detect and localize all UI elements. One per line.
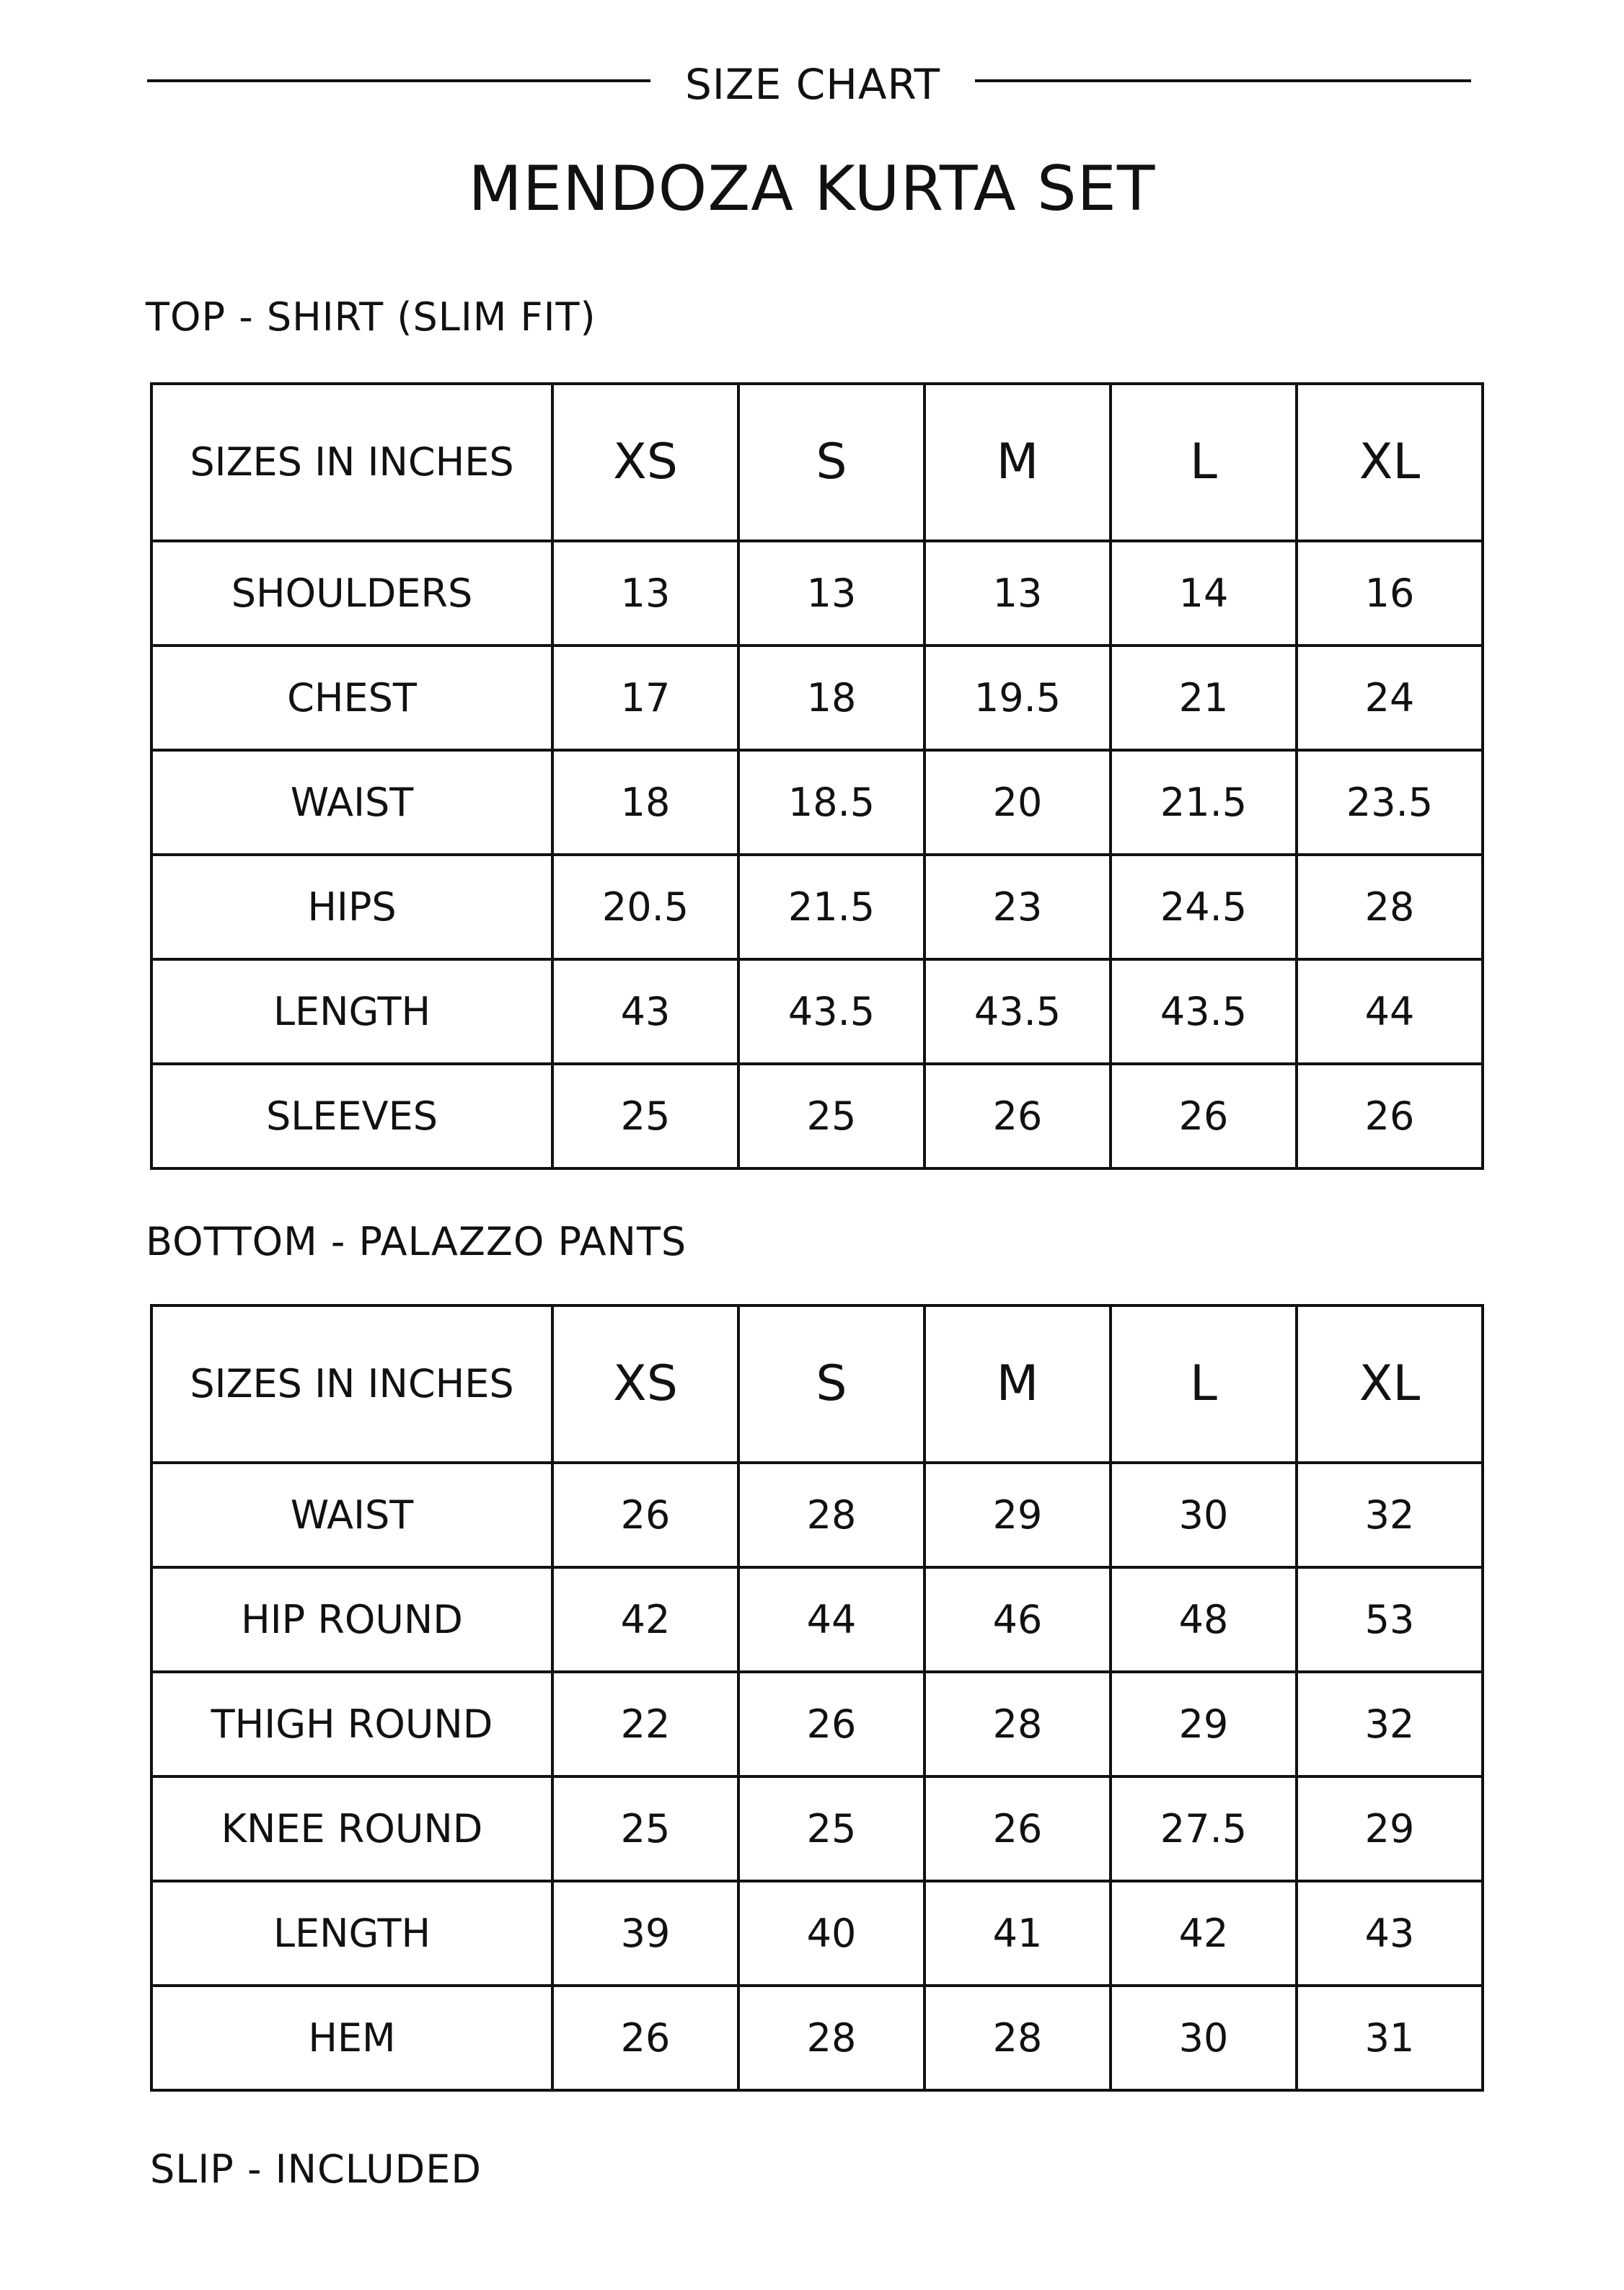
measurement-value: 41: [924, 1881, 1111, 1986]
bottom-size-table: [150, 1304, 1484, 2092]
measurement-value: 23: [924, 855, 1111, 959]
measurement-value: 43.5: [1111, 959, 1297, 1064]
measurement-value: 29: [1111, 1672, 1297, 1776]
measurement-value: 25: [552, 1064, 738, 1168]
size-header-m: M: [924, 384, 1111, 541]
measurement-value: 28: [1297, 855, 1483, 959]
measurement-value: 18.5: [738, 750, 924, 855]
measurement-value: 28: [738, 1463, 924, 1567]
measurement-value: 14: [1111, 541, 1297, 646]
measurement-label: LENGTH: [151, 1881, 552, 1986]
measurement-value: 43.5: [924, 959, 1111, 1064]
measurement-value: 39: [552, 1881, 738, 1986]
measurement-value: 32: [1297, 1672, 1483, 1776]
measurement-value: 22: [552, 1672, 738, 1776]
measurement-value: 42: [1111, 1881, 1297, 1986]
size-header-s: S: [738, 1305, 924, 1463]
measurement-value: 31: [1297, 1986, 1483, 2090]
measurement-value: 20.5: [552, 855, 738, 959]
measurement-value: 13: [552, 541, 738, 646]
measurement-value: 26: [552, 1986, 738, 2090]
measurement-label: KNEE ROUND: [151, 1776, 552, 1881]
slip-label: SLIP - INCLUDED: [150, 2146, 482, 2192]
measurement-value: 46: [924, 1567, 1111, 1672]
size-header-xl: XL: [1297, 1305, 1483, 1463]
measurement-value: 21.5: [1111, 750, 1297, 855]
table-row: [151, 855, 1483, 959]
measurement-value: 29: [924, 1463, 1111, 1567]
measurement-value: 23.5: [1297, 750, 1483, 855]
measurement-value: 26: [924, 1064, 1111, 1168]
size-header-l: L: [1111, 384, 1297, 541]
table-row: [151, 1463, 1483, 1567]
measurement-value: 28: [738, 1986, 924, 2090]
size-header-m: M: [924, 1305, 1111, 1463]
chart-label: SIZE CHART: [684, 60, 941, 109]
measurement-value: 21.5: [738, 855, 924, 959]
measurement-value: 43.5: [738, 959, 924, 1064]
sizes-header-cell: SIZES IN INCHES: [151, 1305, 552, 1463]
measurement-value: 44: [738, 1567, 924, 1672]
table-row: [151, 1567, 1483, 1672]
measurement-label: HIP ROUND: [151, 1567, 552, 1672]
measurement-value: 28: [924, 1672, 1111, 1776]
top-size-table: [150, 382, 1484, 1170]
measurement-value: 29: [1297, 1776, 1483, 1881]
top-section-label: TOP - SHIRT (SLIM FIT): [146, 294, 596, 340]
measurement-label: CHEST: [151, 646, 552, 750]
measurement-value: 25: [552, 1776, 738, 1881]
table-row: [151, 1064, 1483, 1168]
table-row: [151, 1881, 1483, 1986]
measurement-value: 48: [1111, 1567, 1297, 1672]
measurement-value: 19.5: [924, 646, 1111, 750]
sizes-header-cell: SIZES IN INCHES: [151, 384, 552, 541]
table-row: [151, 1672, 1483, 1776]
measurement-value: 44: [1297, 959, 1483, 1064]
size-header-xs: XS: [552, 384, 738, 541]
measurement-label: SLEEVES: [151, 1064, 552, 1168]
header-rule-right: [975, 79, 1471, 82]
measurement-value: 26: [1111, 1064, 1297, 1168]
measurement-value: 26: [1297, 1064, 1483, 1168]
measurement-value: 13: [738, 541, 924, 646]
measurement-value: 17: [552, 646, 738, 750]
table-header-row: [151, 384, 1483, 541]
size-header-xl: XL: [1297, 384, 1483, 541]
table-row: [151, 541, 1483, 646]
measurement-label: WAIST: [151, 750, 552, 855]
measurement-value: 42: [552, 1567, 738, 1672]
measurement-value: 43: [1297, 1881, 1483, 1986]
measurement-value: 26: [738, 1672, 924, 1776]
table-row: [151, 959, 1483, 1064]
measurement-label: LENGTH: [151, 959, 552, 1064]
measurement-value: 13: [924, 541, 1111, 646]
bottom-section-label: BOTTOM - PALAZZO PANTS: [146, 1219, 687, 1264]
measurement-label: WAIST: [151, 1463, 552, 1567]
measurement-value: 25: [738, 1776, 924, 1881]
measurement-value: 26: [924, 1776, 1111, 1881]
measurement-value: 25: [738, 1064, 924, 1168]
measurement-value: 28: [924, 1986, 1111, 2090]
measurement-value: 53: [1297, 1567, 1483, 1672]
table-row: [151, 1986, 1483, 2090]
size-header-xs: XS: [552, 1305, 738, 1463]
size-header-l: L: [1111, 1305, 1297, 1463]
measurement-value: 32: [1297, 1463, 1483, 1567]
measurement-value: 21: [1111, 646, 1297, 750]
measurement-value: 24: [1297, 646, 1483, 750]
measurement-value: 43: [552, 959, 738, 1064]
measurement-value: 24.5: [1111, 855, 1297, 959]
measurement-value: 16: [1297, 541, 1483, 646]
measurement-label: THIGH ROUND: [151, 1672, 552, 1776]
measurement-value: 40: [738, 1881, 924, 1986]
table-row: [151, 646, 1483, 750]
measurement-value: 18: [738, 646, 924, 750]
measurement-label: HIPS: [151, 855, 552, 959]
measurement-value: 30: [1111, 1463, 1297, 1567]
measurement-value: 26: [552, 1463, 738, 1567]
size-header-s: S: [738, 384, 924, 541]
measurement-label: HEM: [151, 1986, 552, 2090]
table-row: [151, 1776, 1483, 1881]
measurement-value: 30: [1111, 1986, 1297, 2090]
measurement-value: 27.5: [1111, 1776, 1297, 1881]
measurement-label: SHOULDERS: [151, 541, 552, 646]
table-header-row: [151, 1305, 1483, 1463]
page-title: MENDOZA KURTA SET: [468, 153, 1156, 225]
table-row: [151, 750, 1483, 855]
measurement-value: 20: [924, 750, 1111, 855]
measurement-value: 18: [552, 750, 738, 855]
header-rule-left: [147, 79, 650, 82]
